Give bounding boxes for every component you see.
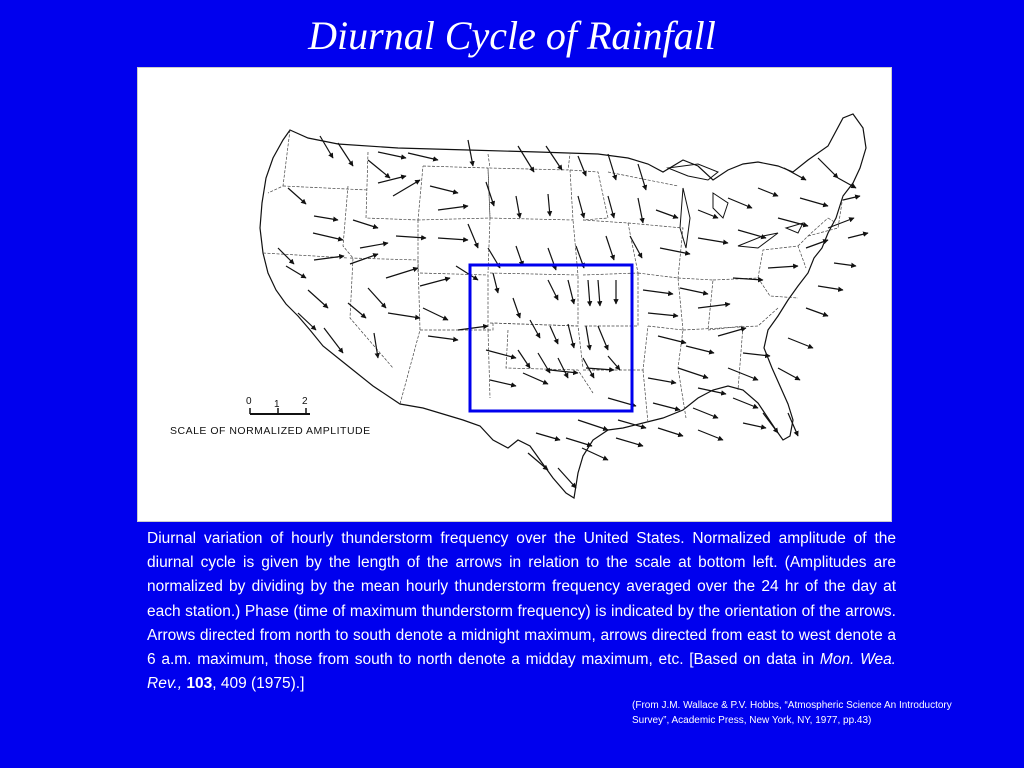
amplitude-arrow: [438, 206, 468, 210]
scale-label: SCALE OF NORMALIZED AMPLITUDE: [170, 425, 371, 437]
amplitude-arrow: [486, 182, 494, 206]
figure-caption: [147, 527, 896, 696]
amplitude-arrow: [530, 320, 540, 338]
amplitude-arrow: [568, 280, 574, 304]
amplitude-arrow: [548, 248, 556, 270]
amplitude-arrow: [648, 313, 678, 316]
amplitude-arrow: [608, 356, 620, 370]
amplitude-arrow: [423, 308, 448, 320]
amplitude-arrow: [678, 368, 708, 378]
amplitude-arrow: [368, 160, 390, 178]
amplitude-arrow: [518, 350, 530, 368]
amplitude-arrow: [528, 453, 548, 470]
amplitude-arrow: [598, 326, 608, 350]
amplitude-arrow: [653, 403, 680, 410]
amplitude-arrow: [360, 243, 388, 248]
amplitude-arrow: [538, 353, 550, 373]
amplitude-arrow: [513, 298, 520, 318]
amplitude-arrow: [763, 413, 778, 433]
amplitude-arrow: [834, 263, 856, 266]
amplitude-arrow: [800, 198, 828, 206]
amplitude-arrow: [536, 433, 560, 440]
caption-volume: 103: [186, 675, 213, 693]
amplitude-arrow: [320, 136, 333, 158]
amplitude-arrow: [616, 438, 643, 446]
amplitude-arrow: [618, 420, 646, 428]
amplitude-arrow: [420, 278, 450, 286]
amplitude-arrow: [428, 336, 458, 340]
amplitude-arrow: [728, 368, 758, 380]
scale-tick-1: 1: [274, 399, 280, 410]
amplitude-arrow: [548, 280, 558, 300]
amplitude-arrow: [643, 290, 673, 294]
amplitude-arrow: [658, 428, 683, 436]
amplitude-arrow: [388, 313, 420, 318]
amplitude-arrow: [353, 220, 378, 228]
amplitude-arrow: [806, 308, 828, 316]
amplitude-arrow: [408, 153, 438, 160]
amplitude-arrow: [728, 198, 752, 208]
amplitude-arrow: [578, 420, 608, 430]
amplitude-arrow: [378, 176, 406, 183]
amplitude-arrow: [338, 143, 353, 166]
amplitude-arrow: [548, 194, 550, 216]
amplitude-arrow: [468, 224, 478, 248]
amplitude-arrow: [516, 196, 520, 218]
amplitude-arrow: [738, 230, 766, 238]
amplitude-arrow: [558, 358, 568, 378]
amplitude-arrow: [778, 218, 808, 226]
amplitude-arrow: [743, 423, 766, 428]
amplitude-arrow: [848, 233, 868, 238]
amplitude-arrow: [788, 338, 813, 348]
amplitude-arrow: [638, 164, 646, 190]
amplitude-arrow: [393, 180, 420, 196]
amplitude-arrow: [438, 238, 468, 240]
amplitude-arrow: [566, 438, 592, 446]
amplitude-arrow: [578, 196, 584, 218]
amplitude-arrow: [490, 380, 516, 386]
amplitude-arrow: [843, 196, 860, 200]
amplitude-arrow: [368, 288, 386, 308]
amplitude-arrow: [818, 158, 838, 178]
amplitude-arrow: [698, 430, 723, 440]
amplitude-arrow: [568, 324, 574, 348]
amplitude-arrow: [598, 280, 600, 306]
amplitude-arrow: [606, 236, 614, 260]
amplitude-arrow: [778, 368, 800, 380]
citation-line-2: Survey”, Academic Press, New York, NY, 1977, pp.43): [632, 715, 872, 726]
caption-text: Diurnal variation of hourly thunderstorm frequency over the United States. Normalized amplitude of the diurnal cycle is given by the length of the arrows in relation to the scale at bottom left. (Amplitudes are normalized by dividing by the mean hourly thunderstorm frequency averaged over the 24 hr of the day at each station.) Phase (time of maximum thunderstorm frequency) is indicated by the orientation of the arrows. Arrows directed from north to south denote a midnight maximum, arrows directed from east to west denote a 6 a.m. maximum, those from south to north denote a midday maximum, etc. [Based on data in: [147, 530, 896, 669]
amplitude-arrow: [768, 266, 798, 268]
amplitude-arrow: [456, 266, 478, 280]
amplitude-arrow: [660, 248, 690, 254]
amplitude-arrow: [698, 210, 718, 218]
citation-line-1: (From J.M. Wallace & P.V. Hobbs, “Atmospheric Science An Introductory: [632, 700, 952, 711]
amplitude-arrow: [468, 140, 473, 166]
amplitude-arrow: [608, 196, 614, 218]
us-map-figure: [138, 68, 893, 523]
amplitude-arrow: [698, 304, 730, 308]
amplitude-arrow: [308, 290, 328, 308]
amplitude-arrow: [788, 413, 798, 436]
slide-title: Diurnal Cycle of Rainfall: [308, 13, 716, 58]
amplitude-arrow: [550, 326, 558, 344]
source-citation: [632, 698, 1002, 728]
amplitude-arrow: [630, 236, 642, 258]
amplitude-arrow: [698, 238, 728, 243]
amplitude-arrow: [806, 240, 828, 248]
amplitude-arrow: [286, 266, 306, 278]
caption-journal: Mon. Wea. Rev.,: [147, 651, 896, 693]
amplitude-arrow: [278, 248, 294, 264]
amplitude-arrow: [298, 313, 316, 330]
amplitude-arrow: [648, 378, 676, 383]
amplitude-arrow: [374, 333, 378, 358]
amplitude-arrow: [693, 408, 718, 418]
amplitude-arrow: [518, 146, 534, 172]
amplitude-arrow: [698, 388, 726, 394]
amplitude-arrow: [486, 350, 516, 358]
amplitude-arrow: [314, 216, 338, 220]
amplitude-arrow: [718, 328, 746, 336]
amplitude-arrow: [588, 280, 590, 306]
amplitude-arrow: [608, 154, 616, 180]
amplitude-arrow: [313, 233, 343, 240]
caption-tail: , 409 (1975).]: [212, 675, 305, 693]
amplitude-arrow: [578, 156, 586, 176]
amplitude-arrow: [680, 288, 708, 294]
thunderstorm-map: [137, 67, 892, 522]
amplitude-arrow: [458, 326, 488, 330]
amplitude-arrow: [396, 236, 426, 238]
amplitude-arrow: [288, 188, 306, 204]
amplitude-arrow: [828, 218, 854, 228]
amplitude-arrow: [523, 373, 548, 384]
amplitude-arrow: [558, 468, 576, 488]
amplitude-arrow: [656, 210, 678, 218]
amplitude-arrow: [378, 152, 406, 158]
amplitude-arrow: [586, 326, 590, 350]
amplitude-arrow: [546, 146, 562, 170]
amplitude-arrow: [758, 188, 778, 196]
amplitude-arrow: [638, 198, 643, 223]
amplitude-arrow: [386, 268, 418, 278]
amplitude-scale: [170, 396, 371, 437]
amplitude-arrow: [686, 346, 714, 353]
amplitude-arrow: [430, 186, 458, 193]
amplitude-arrow: [582, 448, 608, 460]
amplitude-arrow: [818, 286, 843, 290]
amplitude-arrow: [516, 246, 523, 266]
scale-tick-0: 0: [246, 396, 252, 407]
scale-tick-2: 2: [302, 396, 308, 407]
amplitude-arrow: [493, 273, 498, 293]
